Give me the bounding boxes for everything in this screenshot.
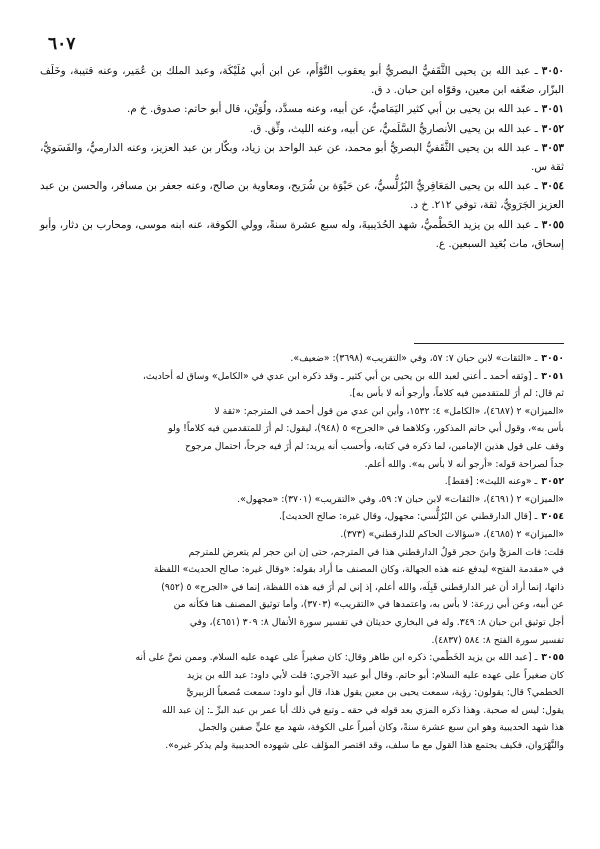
note-line: والنَّهْرَوان، فكيف يجتمع هذا القول مع ما سلف، وقد اقتصر المؤلف على شهوده الحديبية ولم يذكر غيره». — [165, 740, 564, 752]
note-line: هذا شهد الحديبية وهو ابن سبع عشرة سنةً، وكان أميراً على الكوفة، شهد مع عليٍّ صفين والجمل — [198, 722, 564, 734]
entry-text: ـ عبد الله بن يحيى الثَّقَفيُّ البصريُّ أبو يعقوب التَّوْأَم، عن ابن أبي مُلَيْكَة، وعبد الملك بن عُمَير، وعنه قتيبة، وخَلَف البزّار، ضعّفه ابن معين، وقوّاه ابن حبان. د ق. — [40, 65, 564, 97]
entry-text: ـ عبد الله بن يحيى الأنصاريُّ السَّلَميُّ، عن أبيه، وعنه الليث، وثِّق. ق. — [249, 122, 538, 135]
note-line: ـ «الثقات» لابن حبان ٧: ٥٧، وفي «التقريب» (٣٦٩٨): «ضعيف». — [290, 353, 538, 364]
note-line: أجل توثيق ابن حبان ٨: ٣٤٩. وله في البخاري حديثان في تفسير سورة الأنفال ٨: ٣٠٩ (٤٦٥١)، وفي — [189, 616, 564, 628]
entry-text: ـ عبد الله بن يزيد الخَطْميُّ، شهد الحُدَيبيةَ، وله سبع عشرة سنةً، وولي الكوفة، عنه ابنه موسى، ومحارب بن دثار، وأبو إسحاق، مات بُعَيد السبعين. ع. — [40, 218, 564, 250]
entry-3053 — [40, 139, 564, 177]
entry-text: ـ عبد الله بن يحيى المَعَافِريُّ البُرُلُّسيُّ، عن حَيْوَة بن شُرَيح، ومعاوية بن صالح، وعنه جعفر بن مسافر، والحسن بن عبد العزيز الجَرَويُّ، ثقة، توفي ٢١٢. خ د. — [40, 180, 564, 212]
note-line: «الميزان» ٢ (٤٦٩١)، «الثقات» لابن حبان ٧: ٥٩، وفي «التقريب» (٣٧٠١): «مجهول». — [237, 493, 564, 505]
main-entries — [40, 62, 564, 254]
note-line: «الميزان» ٢ (٤٦٨٧)، «الكامل» ٤: ١٥٣٢، وأين ابن عدي من قول أحمد في المترجم: «ثقة لا — [214, 405, 564, 417]
note-3052 — [40, 473, 564, 491]
note-3051 — [40, 368, 564, 474]
note-line: بأس به»، وقول أبي حاتم المذكور، وكلاهما في «الجرح» ٥ (٩٤٨)، ليقول: لم أرَ للمتقدمين فيه كلاماً! ولو — [168, 423, 564, 435]
note-number: ٣٠٥٥ — [541, 652, 564, 664]
note-3052-sources — [40, 491, 564, 509]
note-line: كان صغيراً على عهده عليه السلام: أبو حاتم. وقال أبو عبيد الآجري: قلت لأبي داود: عبد الله بن يزيد — [186, 669, 564, 681]
note-line: وقف على قول هذين الإمامين، لما ذكره في كتابه، وأحسب أنه يريد: لم أرَ فيه جرحاً، احتمال مرجوح — [185, 440, 564, 452]
note-line: عن أبيه، وعن أبي زرعة: لا بأس به، واعتمدها في «التقريب» (٣٧٠٣)، وأما توثيق المصنف هنا فكأنه من — [173, 599, 564, 611]
entry-3050 — [40, 62, 564, 100]
note-line: «الميزان» ٢ (٤٦٨٥)، «سؤالات الحاكم للدارقطني» (٣٧٣). — [340, 528, 564, 540]
note-line: ذاتها، إنما أراد أن غير الدارقطني قَبِلَه، والله أعلم، إذ إني لم أرَ فيه هذه اللفظة، إنما في «الجرح» ٥ (٩٥٢) — [161, 581, 564, 593]
note-line: ـ [عبد الله بن يزيد الخَطْمي: ذكره ابن طاهر وقال: كان صغيراً على عهده عليه السلام. وممن نصَّ على أنه — [135, 652, 538, 664]
page-number: ٦٠٧ — [48, 34, 76, 54]
note-line: ـ [وثقه أحمد ـ أعني لعبد الله بن يحيى بن أبي كثير ـ وقد ذكره ابن عدي في «الكامل» وساق له أحاديث، — [142, 370, 538, 382]
entry-number: ٣٠٥٣ — [541, 141, 564, 154]
entry-3052 — [40, 120, 564, 139]
note-3054-commentary — [40, 526, 564, 649]
note-number: ٣٠٥٢ — [541, 476, 564, 488]
note-3054 — [40, 508, 564, 526]
entry-3051 — [40, 100, 564, 119]
note-line: قلت: فات المزيَّ وابنَ حجر قولُ الدارقطني هذا في المترجم، حتى إن ابن حجر لم يتعرض للمترجم — [188, 546, 564, 558]
note-line: ـ «وعنه الليث»: [فقط]. — [444, 476, 538, 488]
entry-number: ٣٠٥٢ — [541, 122, 564, 135]
note-line: تفسير سورة الفتح ٨: ٥٨٤ (٤٨٣٧). — [431, 634, 564, 646]
note-line: ـ [قال الدارقطني عن البُرُلُّسي: مجهول، وقال غيره: صالح الحديث]. — [279, 511, 538, 523]
entry-number: ٣٠٥٠ — [541, 65, 564, 77]
entry-text: ـ عبد الله بن يحيى الثَّقَفيُّ البصريُّ أبو محمد، عن عبد الواحد بن زياد، وبكّار بن عبد العزيز، وعنه الدارميُّ، والفَسَويُّ، ثقة س. — [40, 141, 564, 174]
note-line: في «مقدمة الفتح» ليدفع عنه هذه الجهالة، وكان المصنف ما أراد بقوله: «وقال غيره: صالح الحديث» اللفظة — [153, 564, 564, 576]
entry-number: ٣٠٥١ — [541, 103, 564, 116]
entry-text: ـ عبد الله بن يحيى بن أبي كثير اليَمَاميُّ، عن أبيه، وعنه مسدَّد، ولُوَيْن، قال أبو حاتم: صدوق. خ م. — [127, 103, 538, 116]
entry-3055 — [40, 216, 564, 254]
note-line: ثم قال: لم أرَ للمتقدمين فيه كلاماً، وأرجو أنه لا بأس به]. — [349, 388, 564, 400]
note-number: ٣٠٥٠ — [541, 353, 564, 364]
note-number: ٣٠٥٤ — [541, 511, 564, 523]
note-line: يقول: ليس له صحبة. وهذا ذكره المزي بعد قوله في حقه ـ وتبع في ذلك أبا عمر بن عبد البرِّ ـ: إن عبد الله — [162, 704, 564, 716]
note-number: ٣٠٥١ — [541, 370, 564, 382]
entry-number: ٣٠٥٥ — [541, 218, 564, 231]
footnote-divider — [414, 343, 564, 344]
note-3050 — [40, 350, 564, 368]
entry-3054 — [40, 177, 564, 215]
note-line: جداً لصراحة قوله: «أرجو أنه لا بأس به». والله أعلم. — [364, 458, 564, 470]
note-line: الخطمي؟ قال: يقولون: رؤية، سمعت يحيى بن معين يقول هذا، قال أبو داود: سمعت مُصعباً الزبيريَّ — [186, 687, 564, 699]
note-3055 — [40, 649, 564, 755]
entry-number: ٣٠٥٤ — [541, 180, 564, 193]
footnotes — [40, 350, 564, 755]
